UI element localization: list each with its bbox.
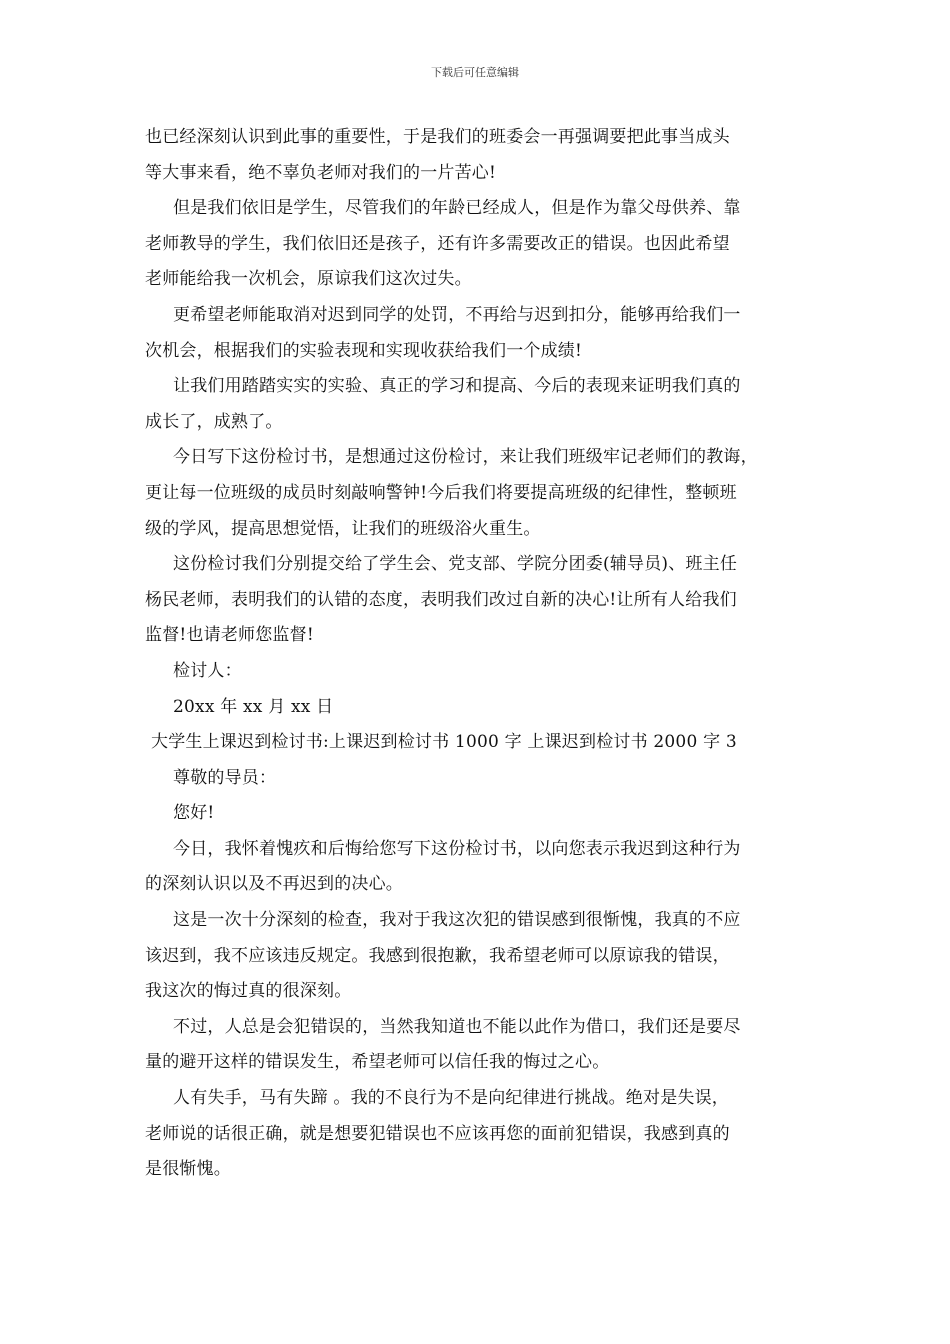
text-line: 监督!也请老师您监督! <box>145 625 314 646</box>
text-line: 这份检讨我们分别提交给了学生会、党支部、学院分团委(辅导员)、班主任 <box>173 554 738 575</box>
text-line: 级的学风，提高思想觉悟，让我们的班级浴火重生。 <box>145 518 541 539</box>
page-header: 下载后可任意编辑 <box>431 66 519 79</box>
text-line: 老师说的话很正确，就是想要犯错误也不应该再您的面前犯错误，我感到真的 <box>145 1123 730 1144</box>
text-line: 老师能给我一次机会，原谅我们这次过失。 <box>145 269 472 290</box>
text-line: 今日写下这份检讨书，是想通过这份检讨，来让我们班级牢记老师们的教诲， <box>173 447 758 468</box>
text-line: 次机会，根据我们的实验表现和实现收获给我们一个成绩! <box>145 340 583 361</box>
text-line: 该迟到，我不应该违反规定。我感到很抱歉，我希望老师可以原谅我的错误， <box>145 945 730 966</box>
text-line: 尊敬的导员： <box>173 767 277 788</box>
text-line: 量的避开这样的错误发生，希望老师可以信任我的悔过之心。 <box>145 1052 610 1073</box>
text-line: 20xx 年 xx 月 xx 日 <box>173 696 334 717</box>
text-line: 检讨人： <box>173 660 242 681</box>
text-line: 人有失手，马有失蹄 。我的不良行为不是向纪律进行挑战。绝对是失误， <box>173 1088 730 1109</box>
text-line: 不过，人总是会犯错误的，当然我知道也不能以此作为借口，我们还是要尽 <box>173 1016 741 1037</box>
section-heading: 大学生上课迟到检讨书:上课迟到检讨书 1000 字 上课迟到检讨书 2000 字 3 <box>151 732 737 753</box>
text-line: 我这次的悔过真的很深刻。 <box>145 981 352 1002</box>
text-line: 成长了，成熟了。 <box>145 411 283 432</box>
text-line: 的深刻认识以及不再迟到的决心。 <box>145 874 403 895</box>
text-line: 您好! <box>173 803 215 824</box>
text-line: 杨民老师，表明我们的认错的态度，表明我们改过自新的决心!让所有人给我们 <box>145 589 737 610</box>
text-line: 等大事来看，绝不辜负老师对我们的一片苦心! <box>145 162 497 183</box>
text-line: 今日，我怀着愧疚和后悔给您写下这份检讨书，以向您表示我迟到这种行为 <box>173 838 741 859</box>
text-line: 这是一次十分深刻的检查，我对于我这次犯的错误感到很惭愧，我真的不应 <box>173 910 741 931</box>
text-line: 让我们用踏踏实实的实验、真正的学习和提高、今后的表现来证明我们真的 <box>173 376 741 397</box>
text-line: 更希望老师能取消对迟到同学的处罚，不再给与迟到扣分，能够再给我们一 <box>173 304 741 325</box>
text-line: 老师教导的学生，我们依旧还是孩子，还有许多需要改正的错误。也因此希望 <box>145 233 730 254</box>
text-line: 但是我们依旧是学生，尽管我们的年龄已经成人，但是作为靠父母供养、靠 <box>173 198 741 219</box>
document-body <box>145 120 810 1188</box>
text-line: 也已经深刻认识到此事的重要性，于是我们的班委会一再强调要把此事当成头 <box>145 127 730 147</box>
text-line: 更让每一位班级的成员时刻敲响警钟!今后我们将要提高班级的纪律性，整顿班 <box>145 482 737 503</box>
text-line: 是很惭愧。 <box>145 1159 231 1180</box>
